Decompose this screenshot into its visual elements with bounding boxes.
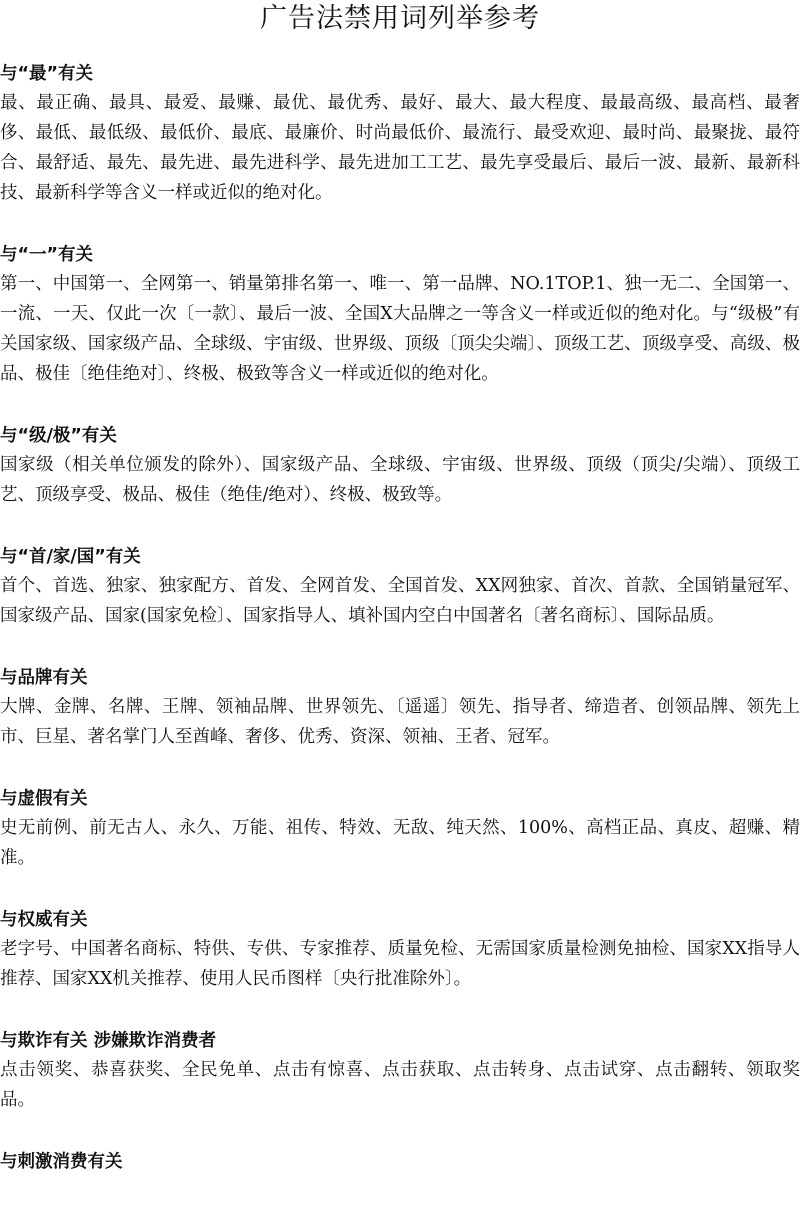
- section-heading: 与“最”有关: [0, 64, 94, 84]
- section-body: 史无前例、前无古人、永久、万能、祖传、特效、无敌、纯天然、100%、高档正品、真皮、超赚、精准。: [0, 818, 800, 868]
- section-list: [0, 60, 800, 1209]
- section-first-exclusive-national: [0, 543, 800, 631]
- section-heading: 与“级/极”有关: [0, 426, 117, 446]
- section-heading: 与欺诈有关 涉嫌欺诈消费者: [0, 1031, 217, 1051]
- section-body: 点击领奖、恭喜获奖、全民免单、点击有惊喜、点击获取、点击转身、点击试穿、点击翻转、领取奖品。: [0, 1060, 800, 1110]
- document-title: 广告法禁用词列举参考: [260, 3, 540, 34]
- section-body: 第一、中国第一、全网第一、销量第排名第一、唯一、第一品牌、NO.1TOP.1、独一无二、全国第一、一流、一天、仅此一次〔一款〕、最后一波、全国X大品牌之一等含义一样或近似的绝对化。与“级极”有关国家级、国家级产品、全球级、宇宙级、世界级、顶级〔顶尖尖端〕、顶级工艺、顶级享受、高级、极品、极佳〔绝佳绝对〕、终极、极致等含义一样或近似的绝对化。: [0, 274, 800, 384]
- section-stimulate-consumption: [0, 1148, 800, 1176]
- section-heading: 与权威有关: [0, 910, 88, 930]
- section-authority: [0, 906, 800, 994]
- section-brand: [0, 664, 800, 752]
- section-superlative-zui: [0, 60, 800, 208]
- section-fraud: [0, 1027, 800, 1115]
- section-level-grade: [0, 422, 800, 510]
- section-heading: 与品牌有关: [0, 668, 88, 688]
- section-number-one: [0, 241, 800, 389]
- section-body: 大牌、金牌、名牌、王牌、领袖品牌、世界领先、〔遥遥〕领先、指导者、缔造者、创领品牌、领先上市、巨星、著名掌门人至酋峰、奢侈、优秀、资深、领袖、王者、冠军。: [0, 697, 800, 747]
- section-false-claims: [0, 785, 800, 873]
- section-body: 首个、首选、独家、独家配方、首发、全网首发、全国首发、XX网独家、首次、首款、全国销量冠军、国家级产品、国家(国家免检〕、国家指导人、填补国内空白中国著名〔著名商标〕、国际品质。: [0, 576, 800, 626]
- section-body: 最、最正确、最具、最爱、最赚、最优、最优秀、最好、最大、最大程度、最最高级、最高档、最奢侈、最低、最低级、最低价、最底、最廉价、时尚最低价、最流行、最受欢迎、最时尚、最聚拢、最符合、最舒适、最先、最先进、最先进科学、最先进加工工艺、最先享受最后、最后一波、最新、最新科技、最新科学等含义一样或近似的绝对化。: [0, 93, 800, 203]
- section-body: 国家级（相关单位颁发的除外）、国家级产品、全球级、宇宙级、世界级、顶级（顶尖/尖端）、顶级工艺、顶级享受、极品、极佳（绝佳/绝对）、终极、极致等。: [0, 455, 800, 505]
- section-body: 老字号、中国著名商标、特供、专供、专家推荐、质量免检、无需国家质量检测免抽检、国家XX指导人推荐、国家XX机关推荐、使用人民币图样〔央行批准除外〕。: [0, 939, 800, 989]
- section-heading: 与“一”有关: [0, 245, 94, 265]
- section-heading: 与“首/家/国”有关: [0, 547, 141, 567]
- section-heading: 与刺激消费有关: [0, 1152, 123, 1172]
- section-heading: 与虚假有关: [0, 789, 88, 809]
